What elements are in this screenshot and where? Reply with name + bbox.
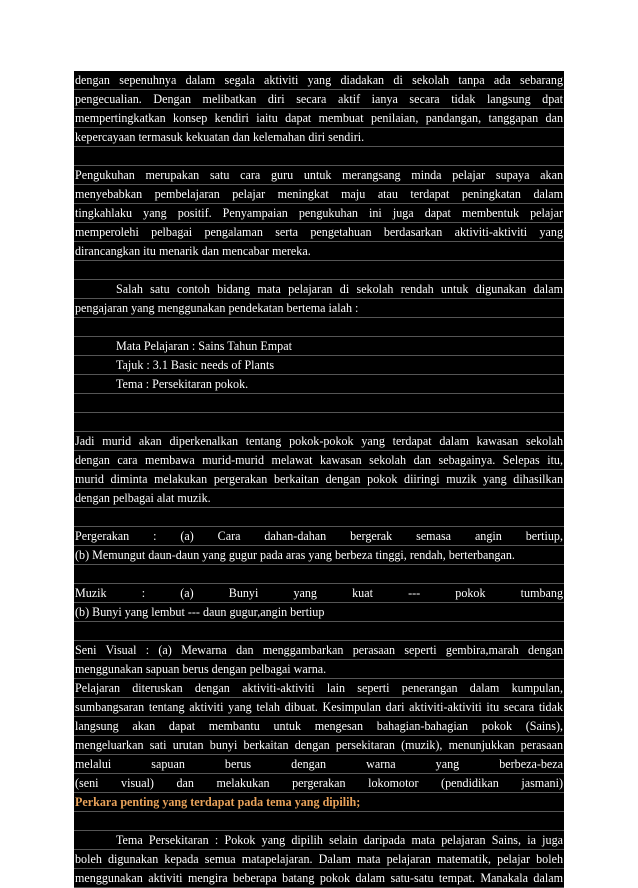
text-line: langsung akan dapat membantu untuk mengesan bahagian-bahagian pokok (Sains), [74, 717, 564, 736]
blank-line [74, 318, 564, 337]
text-line: menggunakan aktiviti mengira beberapa batang pokok dalam satu-satu tempat. Manakala dalam [74, 869, 564, 888]
blank-line [74, 622, 564, 641]
text-line: mengeluarkan sati urutan bunyi berkaitan dengan persekitaran (muzik), menunjukkan perasaan [74, 736, 564, 755]
text-line: pengajaran yang menggunakan pendekatan bertema ialah : [74, 299, 564, 318]
text-line: boleh digunakan kepada semua matapelajaran. Dalam mata pelajaran matematik, pelajar boleh [74, 850, 564, 869]
text-line: (b) Memungut daun-daun yang gugur pada aras yang berbeza tinggi, rendah, berterbangan. [74, 546, 564, 565]
text-line: Jadi murid akan diperkenalkan tentang pokok-pokok yang terdapat dalam kawasan sekolah [74, 432, 564, 451]
text-line: menggunakan sapuan berus dengan pelbagai warna. [74, 660, 564, 679]
text-line: (seni visual) dan melakukan pergerakan lokomotor (pendidikan jasmani) [74, 774, 564, 793]
blank-line [74, 565, 564, 584]
blank-line [74, 394, 564, 413]
text-line: Tema : Persekitaran pokok. [74, 375, 564, 394]
text-line: Pengukuhan merupakan satu cara guru untuk merangsang minda pelajar supaya akan [74, 166, 564, 185]
text-line: melalui sapuan berus dengan warna yang berbeza-beza [74, 755, 564, 774]
text-line: Salah satu contoh bidang mata pelajaran di sekolah rendah untuk digunakan dalam [74, 280, 564, 299]
text-line: tingkahlaku yang positif. Penyampaian pengukuhan ini juga dapat membentuk pelajar [74, 204, 564, 223]
blank-line [74, 413, 564, 432]
text-line: dengan cara membawa murid-murid melawat kawasan sekolah dan sebagainya. Selepas itu, [74, 451, 564, 470]
text-line: Muzik : (a) Bunyi yang kuat --- pokok tumbang [74, 584, 564, 603]
text-line: Seni Visual : (a) Mewarna dan menggambarkan perasaan seperti gembira,marah dengan [74, 641, 564, 660]
text-line: memperolehi pelbagai pengalaman serta pengetahuan berdasarkan aktiviti-aktiviti yang [74, 223, 564, 242]
blank-line [74, 147, 564, 166]
blank-line [74, 261, 564, 280]
text-line: dengan pelbagai alat muzik. [74, 489, 564, 508]
text-line: Mata Pelajaran : Sains Tahun Empat [74, 337, 564, 356]
text-line: Tajuk : 3.1 Basic needs of Plants [74, 356, 564, 375]
blank-line [74, 812, 564, 831]
section-heading: Perkara penting yang terdapat pada tema yang dipilih; [74, 793, 564, 812]
blank-line [74, 508, 564, 527]
text-line: dengan sepenuhnya dalam segala aktiviti yang diadakan di sekolah tanpa ada sebarang [74, 71, 564, 90]
text-line: kepercayaan termasuk kekuatan dan kelemahan diri sendiri. [74, 128, 564, 147]
text-line: (b) Bunyi yang lembut --- daun gugur,angin bertiup [74, 603, 564, 622]
text-line: murid diminta melakukan pergerakan berkaitan dengan pokok diiringi muzik yang dihasilkan [74, 470, 564, 489]
text-line: sumbangsaran tentang aktiviti yang telah dibuat. Kesimpulan dari aktiviti-aktiviti itu secara tidak [74, 698, 564, 717]
document-page [74, 71, 564, 888]
text-line: Pelajaran diteruskan dengan aktiviti-aktiviti lain seperti penerangan dalam kumpulan, [74, 679, 564, 698]
text-line: pengecualian. Dengan melibatkan diri secara aktif ianya secara tidak langsung dpat [74, 90, 564, 109]
text-line: mempertingkatkan konsep kendiri iaitu dapat membuat penilaian, pandangan, tanggapan dan [74, 109, 564, 128]
text-line: menyebabkan pembelajaran pelajar meningkat maju atau terdapat peningkatan dalam [74, 185, 564, 204]
text-line: dirancangkan itu menarik dan mencabar mereka. [74, 242, 564, 261]
text-line: Pergerakan : (a) Cara dahan-dahan bergerak semasa angin bertiup, [74, 527, 564, 546]
text-line: Tema Persekitaran : Pokok yang dipilih selain daripada mata pelajaran Sains, ia juga [74, 831, 564, 850]
